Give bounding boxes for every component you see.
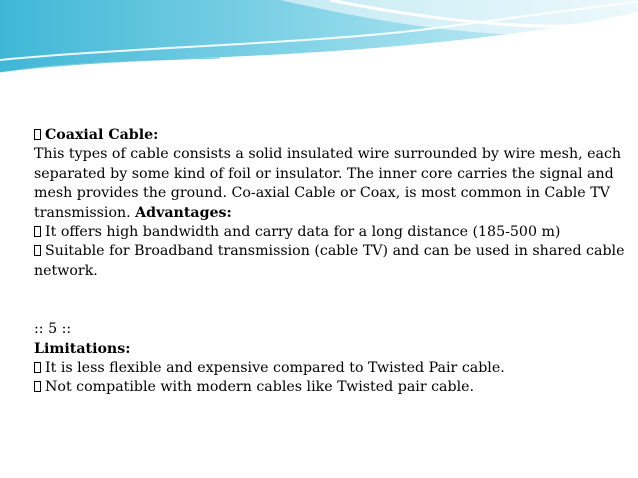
- advantage-continuation: network.: [34, 262, 98, 279]
- advantages-label: Advantages:: [135, 204, 232, 221]
- missing-glyph-box-icon: [34, 362, 41, 373]
- body-line-with-label: [34, 204, 606, 223]
- limitation-text: Not compatible with modern cables like Twisted pair cable.: [45, 379, 475, 396]
- heading-line: [34, 126, 606, 145]
- spacer: [34, 281, 606, 320]
- header-wave-decoration: [0, 0, 638, 80]
- limitation-text: It is less flexible and expensive compared to Twisted Pair cable.: [45, 360, 505, 377]
- limitation-item: [34, 359, 606, 378]
- missing-glyph-box-icon: [34, 381, 41, 392]
- body-line: mesh provides the ground. Co-axial Cable or Coax, is most common in Cable TV: [34, 185, 610, 202]
- missing-glyph-box-icon: [34, 226, 41, 237]
- advantage-text: It offers high bandwidth and carry data for a long distance (185-500 m): [45, 224, 561, 241]
- body-line-end: transmission.: [34, 204, 131, 221]
- limitation-item: [34, 378, 606, 397]
- missing-glyph-box-icon: [34, 129, 41, 140]
- missing-glyph-box-icon: [34, 245, 41, 256]
- body-line: separated by some kind of foil or insulator. The inner core carries the signal and: [34, 165, 614, 182]
- limitations-label: Limitations:: [34, 340, 131, 357]
- body-line: This types of cable consists a solid insulated wire surrounded by wire mesh, each: [34, 146, 622, 163]
- advantage-text: Suitable for Broadband transmission (cable TV) and can be used in shared cable: [45, 243, 625, 260]
- section-heading: Coaxial Cable:: [45, 127, 159, 143]
- advantage-item: [34, 242, 625, 261]
- slide-content: [34, 126, 625, 398]
- advantage-item: [34, 223, 606, 242]
- page-marker: :: 5 ::: [34, 321, 72, 338]
